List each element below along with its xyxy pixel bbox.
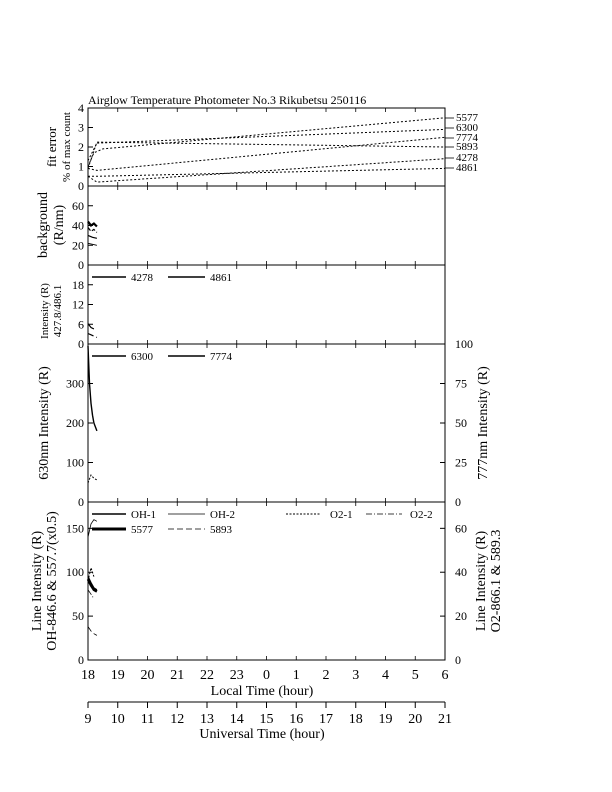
ut-tick-label: 15 bbox=[259, 712, 274, 727]
ytick-label: 20 bbox=[72, 238, 84, 253]
fit-label-6300: 6300 bbox=[456, 122, 478, 134]
local-tick-label: 0 bbox=[263, 668, 270, 683]
chart-title: Airglow Temperature Photometer No.3 Rikubetsu 250116 bbox=[88, 93, 367, 107]
red-line-ylabel-right: 777nm Intensity (R) bbox=[476, 366, 491, 480]
local-tick-label: 18 bbox=[81, 668, 95, 683]
legend-o21-label: O2-1 bbox=[330, 509, 353, 521]
ytick-label: 300 bbox=[66, 376, 84, 391]
legend-4861-label: 4861 bbox=[210, 272, 232, 284]
line-intensity-ylabel-right2: O2-866.1 & 589.3 bbox=[489, 529, 504, 633]
ut-tick-label: 12 bbox=[170, 712, 185, 727]
ut-tick-label: 13 bbox=[200, 712, 214, 727]
panel-background-frame bbox=[88, 186, 445, 265]
ytick-label: 6 bbox=[78, 317, 84, 332]
legend-lines bbox=[92, 509, 433, 536]
fit-label-leaders bbox=[445, 118, 454, 168]
fit-label-5577: 5577 bbox=[456, 112, 478, 124]
legend-4278-label: 4278 bbox=[131, 272, 153, 284]
local-tick-label: 2 bbox=[322, 668, 330, 683]
fit-error-ylabel2: % of max count bbox=[61, 112, 73, 182]
ticks-layer bbox=[66, 101, 473, 727]
series-line-7774 bbox=[88, 475, 97, 483]
legend-blue bbox=[92, 272, 232, 284]
series-line-4278 bbox=[88, 159, 445, 182]
legend-7774-label: 7774 bbox=[210, 351, 232, 363]
local-tick-label: 21 bbox=[170, 668, 185, 683]
legend-6300-label: 6300 bbox=[131, 351, 153, 363]
ytick-label: 0 bbox=[78, 258, 84, 272]
series-line-p1-2 bbox=[88, 235, 97, 238]
ytick-right-label: 0 bbox=[455, 653, 461, 667]
ut-tick-label: 10 bbox=[110, 712, 125, 727]
ut-tick-label: 19 bbox=[378, 712, 393, 727]
legend-5893-label: 5893 bbox=[210, 524, 232, 536]
ytick-label: 0 bbox=[78, 653, 84, 667]
ytick-label: 0 bbox=[78, 337, 84, 351]
ytick-right-label: 20 bbox=[455, 609, 467, 624]
ytick-label: 0 bbox=[78, 495, 84, 509]
ut-tick-label: 20 bbox=[408, 712, 423, 727]
legend-5577-label: 5577 bbox=[131, 524, 153, 536]
panel-red-line-frame bbox=[88, 344, 445, 502]
local-tick-label: 5 bbox=[411, 668, 419, 683]
intensity-blue-ylabel: Intensity (R) bbox=[39, 283, 51, 339]
series-line-o2-2 bbox=[88, 590, 94, 599]
series-line-5893 bbox=[88, 627, 97, 636]
series-line-5893 bbox=[88, 142, 445, 168]
legend-oh1-label: OH-1 bbox=[131, 509, 157, 521]
ytick-label: 12 bbox=[72, 297, 84, 312]
fit-label-4861: 4861 bbox=[456, 162, 478, 174]
ut-tick-label: 14 bbox=[229, 712, 244, 727]
local-tick-label: 4 bbox=[382, 668, 389, 683]
series-line-p1-1 bbox=[88, 228, 97, 233]
series-line-4861 bbox=[88, 168, 445, 176]
local-tick-label: 23 bbox=[229, 668, 244, 683]
local-time-axis-title: Local Time (hour) bbox=[210, 684, 314, 699]
ut-tick-label: 9 bbox=[84, 712, 92, 727]
ytick-right-label: 60 bbox=[455, 521, 467, 536]
ut-tick-label: 17 bbox=[319, 712, 333, 727]
ytick-label: 50 bbox=[72, 609, 84, 624]
series-line-4278 bbox=[88, 334, 97, 338]
legend-oh2-label: OH-2 bbox=[210, 509, 236, 521]
red-line-ylabel: 630nm Intensity (R) bbox=[37, 366, 52, 480]
ut-axis-title: Universal Time (hour) bbox=[199, 727, 325, 742]
local-tick-label: 22 bbox=[200, 668, 214, 683]
ytick-label: 60 bbox=[72, 198, 84, 213]
ytick-label: 4 bbox=[78, 101, 84, 115]
ytick-right-label: 40 bbox=[455, 565, 467, 580]
fit-error-ylabel: fit error bbox=[44, 126, 59, 168]
legend-red bbox=[92, 351, 233, 363]
ytick-label: 0 bbox=[78, 179, 84, 193]
local-tick-label: 19 bbox=[110, 668, 125, 683]
line-intensity-ylabel2: OH-846.6 & 557.7(x0.5) bbox=[45, 511, 60, 651]
ytick-label: 150 bbox=[66, 521, 84, 536]
background-ylabel: background bbox=[36, 191, 51, 259]
fit-label-7774: 7774 bbox=[456, 132, 478, 144]
local-tick-label: 6 bbox=[441, 668, 449, 683]
ut-tick-label: 21 bbox=[438, 712, 452, 727]
ut-tick-label: 11 bbox=[140, 712, 155, 727]
ytick-label: 40 bbox=[72, 218, 84, 233]
panel-frames bbox=[88, 108, 445, 660]
series-line-5577 bbox=[88, 579, 97, 591]
line-intensity-ylabel: Line Intensity (R) bbox=[30, 530, 45, 632]
series-line-6300 bbox=[88, 346, 97, 431]
intensity-blue-ylabel2: 427.8/486.1 bbox=[52, 284, 64, 338]
ytick-label: 3 bbox=[78, 120, 84, 135]
ytick-right-label: 0 bbox=[455, 495, 461, 509]
fit-label-5893: 5893 bbox=[456, 141, 478, 153]
ytick-label: 200 bbox=[66, 416, 84, 430]
series-layer bbox=[88, 118, 445, 636]
local-tick-label: 3 bbox=[352, 668, 360, 683]
ytick-label: 2 bbox=[78, 140, 84, 154]
ytick-label: 100 bbox=[66, 455, 84, 470]
ytick-right-label: 100 bbox=[455, 337, 473, 351]
ytick-right-label: 25 bbox=[455, 455, 467, 470]
local-tick-label: 20 bbox=[140, 668, 155, 683]
ytick-label: 1 bbox=[78, 159, 84, 174]
ytick-label: 18 bbox=[72, 277, 84, 292]
ytick-right-label: 75 bbox=[455, 376, 467, 391]
panel-fit-error-frame bbox=[88, 108, 445, 186]
fit-label-4278: 4278 bbox=[456, 152, 478, 164]
ytick-right-label: 50 bbox=[455, 416, 467, 430]
local-tick-label: 1 bbox=[292, 668, 300, 683]
ut-tick-label: 16 bbox=[289, 712, 304, 727]
line-intensity-ylabel-right: Line Intensity (R) bbox=[474, 530, 489, 632]
ut-tick-label: 18 bbox=[348, 712, 363, 727]
legend-o22-label: O2-2 bbox=[410, 509, 433, 521]
ytick-label: 100 bbox=[66, 565, 84, 580]
background-ylabel2: (R/nm) bbox=[52, 204, 67, 246]
